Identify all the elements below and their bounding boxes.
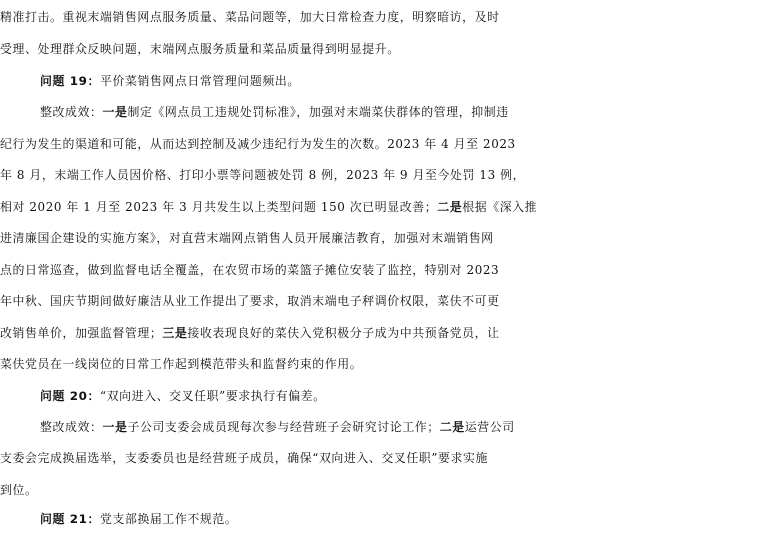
- point-label: 一是: [102, 420, 128, 434]
- paragraph-line: 年 8 月，末端工作人员因价格、打印小票等问题被处罚 8 例，2023 年 9 月至今处罚 13 例，: [0, 168, 526, 182]
- paragraph-line: 相对 2020 年 1 月至 2023 年 3 月共发生以上类型问题 150 次已明显改善；二是根据《深入推: [0, 200, 538, 214]
- paragraph-line: 支委会完成换届选举，支委委员也是经营班子成员，确保“双向进入、交叉任职”要求实施: [0, 451, 489, 465]
- issue-20-heading: 问题 20：“双向进入、交叉任职”要求执行有偏差。: [40, 389, 326, 403]
- point-label: 一是: [102, 105, 128, 119]
- paragraph-line: 进清廉国企建设的实施方案》，对直营末端网点销售人员开展廉洁教育，加强对末端销售网: [0, 231, 494, 245]
- issue-number: 问题 21：: [40, 512, 100, 526]
- paragraph-line: 受理、处理群众反映问题，末端网点服务质量和菜品质量得到明显提升。: [0, 42, 400, 56]
- point-label: 二是: [437, 200, 463, 214]
- point-label: 三是: [162, 326, 188, 340]
- paragraph-line: 点的日常巡查，做到监督电话全覆盖，在农贸市场的菜篮子摊位安装了监控，特别对 2023: [0, 263, 500, 277]
- issue-number: 问题 19：: [40, 74, 100, 88]
- issue-21-heading: 问题 21：党支部换届工作不规范。: [40, 512, 238, 526]
- paragraph-line: 到位。: [0, 483, 38, 497]
- paragraph-line: 改销售单价，加强监督管理；三是接收表现良好的菜伕入党积极分子成为中共预备党员，让: [0, 326, 500, 340]
- paragraph-line: 精准打击。重视末端销售网点服务质量、菜品问题等，加大日常检查力度，明察暗访，及时: [0, 10, 500, 24]
- paragraph-line: 菜伕党员在一线岗位的日常工作起到模范带头和监督约束的作用。: [0, 357, 363, 371]
- issue-19-heading: 问题 19：平价菜销售网点日常管理问题频出。: [40, 74, 300, 88]
- paragraph-line: 纪行为发生的渠道和可能，从而达到控制及减少违纪行为发生的次数。2023 年 4 月至 2023: [0, 137, 516, 151]
- result-label: 整改成效：: [40, 105, 103, 119]
- paragraph-line: 年中秋、国庆节期间做好廉洁从业工作提出了要求，取消末端电子秤调价权限，菜伕不可更: [0, 294, 500, 308]
- paragraph-line: 整改成效：一是制定《网点员工违规处罚标准》，加强对末端菜伕群体的管理，抑制违: [40, 105, 509, 119]
- result-label: 整改成效：: [40, 420, 103, 434]
- issue-number: 问题 20：: [40, 389, 100, 403]
- point-label: 二是: [439, 420, 465, 434]
- paragraph-line: 整改成效：一是子公司支委会成员现每次参与经营班子会研究讨论工作；二是运营公司: [40, 420, 515, 434]
